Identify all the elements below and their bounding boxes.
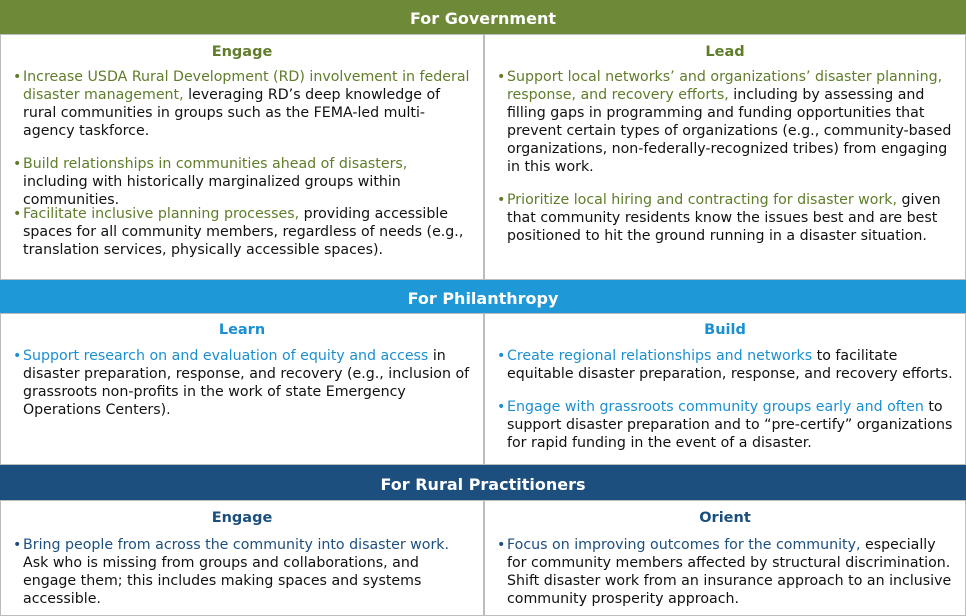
government-engage-heading: Engage [211,44,273,60]
list-item: • Bring people from across the community into disaster work. Ask who is missing from groups and collaborations, and engage them; this includes making spaces and systems accessible. [13,537,450,607]
rural-engage-cell [0,500,484,616]
bullet-icon: • [13,206,22,222]
philanthropy-learn-heading: Learn [218,322,266,338]
bullet-icon: • [497,399,506,415]
rural-orient-cell [484,500,966,616]
bullet-icon: • [497,192,506,208]
rural-engage-heading: Engage [211,510,273,526]
government-lead-cell [484,34,966,280]
philanthropy-build-heading: Build [704,322,746,338]
bullet-icon: • [13,69,22,85]
bullet-icon: • [13,537,22,553]
list-item: • Support local networks’ and organizations’ disaster planning, response, and recovery efforts, including by assessing and filling gaps in programming and funding opportunities that prevent certain types of organizations (e.g., community-based organizations, non-federally-recognized tribes) from engaging in this work. [497,69,952,175]
government-header: For Government [0,0,966,34]
bullet-icon: • [497,348,506,364]
bullet-icon: • [13,348,22,364]
list-item: • Prioritize local hiring and contracting for disaster work, given that community residents know the issues best and are best positioned to hit the ground running in a disaster situation. [497,192,941,244]
philanthropy-header: For Philanthropy [0,280,966,313]
government-engage-cell [0,34,484,280]
government-lead-heading: Lead [705,44,745,60]
list-item: • Support research on and evaluation of equity and access in disaster preparation, response, and recovery (e.g., inclusion of grassroots non-profits in the work of state Emergency Operations Centers). [13,348,470,418]
philanthropy-learn-cell [0,313,484,465]
philanthropy-build-cell [484,313,966,465]
bullet-icon: • [497,537,506,553]
list-item: • Increase USDA Rural Development (RD) involvement in federal disaster management, leveraging RD’s deep knowledge of rural communities in groups such as the FEMA-led multi-agency taskforce. [13,69,470,139]
bullet-icon: • [13,156,22,172]
list-item: • Focus on improving outcomes for the community, especially for community members affected by structural discrimination. Shift disaster work from an insurance approach to an inclusive community prosperity approach. [497,537,952,607]
bullet-icon: • [497,69,506,85]
rural-orient-heading: Orient [699,510,751,526]
list-item: • Build relationships in communities ahead of disasters, including with historically marginalized groups within communities. [13,156,408,208]
list-item: • Facilitate inclusive planning processes, providing accessible spaces for all community members, regardless of needs (e.g., translation services, physically accessible spaces). [13,206,464,258]
rural-practitioners-header: For Rural Practitioners [0,465,966,500]
list-item: • Create regional relationships and networks to facilitate equitable disaster preparation, response, and recovery efforts. [497,348,953,382]
list-item: • Engage with grassroots community groups early and often to support disaster preparation and to “pre-certify” organizations for rapid funding in the event of a disaster. [497,399,953,451]
